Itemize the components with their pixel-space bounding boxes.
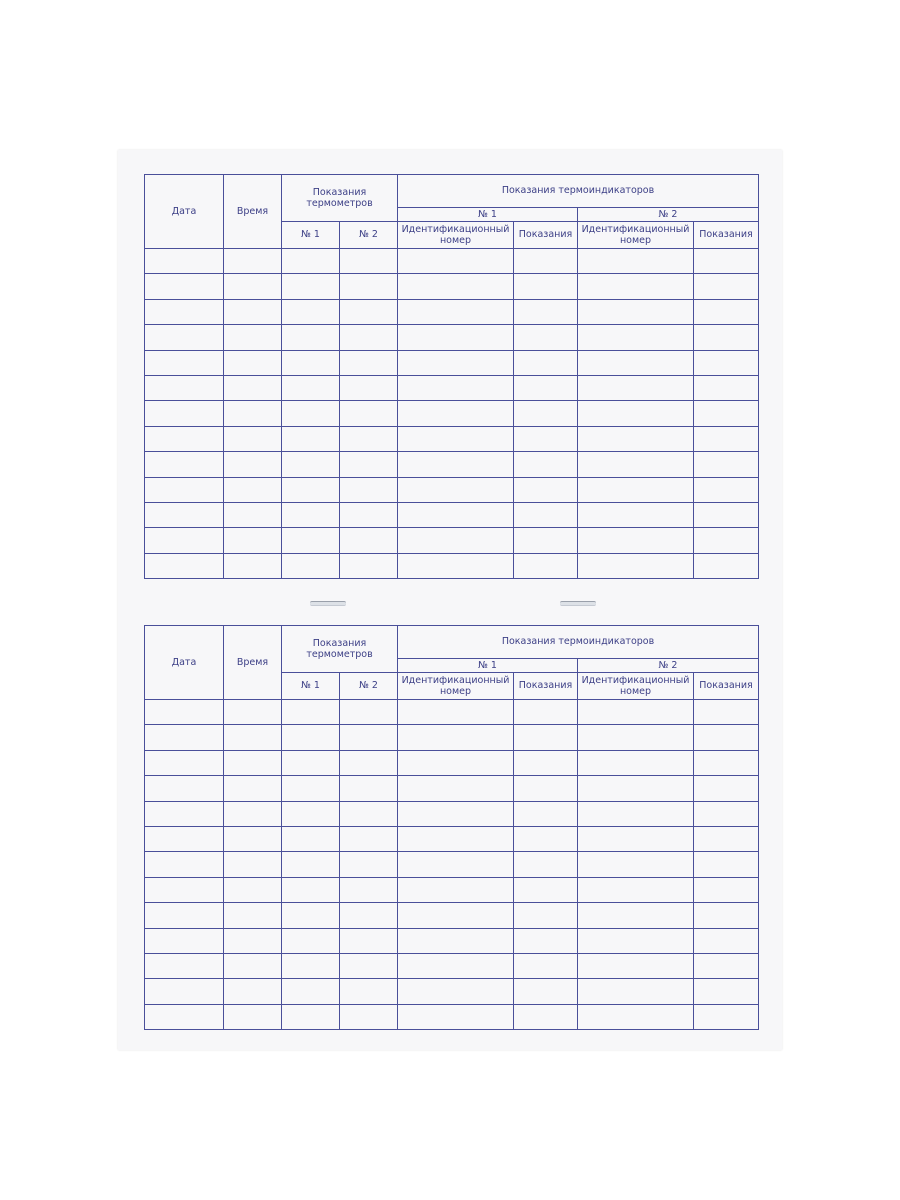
cell-thermometer-1 (282, 826, 340, 851)
cell-indicator-1-id (398, 249, 514, 274)
cell-indicator-2-id (578, 375, 694, 400)
cell-date (145, 725, 224, 750)
cell-indicator-1-id (398, 426, 514, 451)
cell-thermometer-2 (340, 953, 398, 978)
cell-indicator-2-readings (694, 426, 759, 451)
cell-indicator-1-readings (514, 325, 578, 350)
cell-thermometer-2 (340, 1004, 398, 1029)
cell-indicator-1-id (398, 401, 514, 426)
table-row (145, 750, 759, 775)
cell-thermometer-1 (282, 700, 340, 725)
cell-indicator-2-readings (694, 877, 759, 902)
header-indicator-2: № 2 (578, 208, 759, 222)
cell-indicator-2-id (578, 826, 694, 851)
header-indicator-1-readings: Показания (514, 673, 578, 700)
cell-thermometer-2 (340, 477, 398, 502)
header-thermometers: Показания термометров (282, 175, 398, 222)
cell-indicator-2-id (578, 477, 694, 502)
cell-indicator-2-id (578, 700, 694, 725)
cell-thermometer-2 (340, 452, 398, 477)
cell-time (224, 979, 282, 1004)
cell-indicator-1-id (398, 877, 514, 902)
cell-time (224, 953, 282, 978)
cell-indicator-2-id (578, 1004, 694, 1029)
header-indicator-2: № 2 (578, 659, 759, 673)
table-row (145, 700, 759, 725)
cell-indicator-2-id (578, 928, 694, 953)
cell-time (224, 325, 282, 350)
cell-indicator-1-id (398, 928, 514, 953)
cell-thermometer-1 (282, 477, 340, 502)
cell-indicator-1-id (398, 826, 514, 851)
cell-indicator-1-id (398, 750, 514, 775)
cell-thermometer-2 (340, 979, 398, 1004)
cell-thermometer-2 (340, 274, 398, 299)
table-row (145, 452, 759, 477)
header-indicator-2-id: Идентификационный номер (578, 673, 694, 700)
cell-indicator-1-readings (514, 350, 578, 375)
cell-indicator-1-id (398, 274, 514, 299)
cell-thermometer-2 (340, 375, 398, 400)
cell-indicator-1-id (398, 953, 514, 978)
cell-time (224, 502, 282, 527)
table-row (145, 274, 759, 299)
cell-indicator-1-id (398, 502, 514, 527)
cell-date (145, 750, 224, 775)
cell-date (145, 852, 224, 877)
cell-indicator-2-id (578, 274, 694, 299)
cell-thermometer-2 (340, 928, 398, 953)
cell-thermometer-2 (340, 725, 398, 750)
cell-indicator-2-readings (694, 801, 759, 826)
cell-thermometer-1 (282, 274, 340, 299)
header-thermoindicators: Показания термоиндикаторов (398, 626, 759, 659)
table-row (145, 325, 759, 350)
cell-indicator-2-readings (694, 401, 759, 426)
cell-time (224, 249, 282, 274)
cell-time (224, 877, 282, 902)
cell-date (145, 452, 224, 477)
header-date: Дата (145, 175, 224, 249)
cell-indicator-1-id (398, 776, 514, 801)
cell-indicator-2-readings (694, 502, 759, 527)
cell-date (145, 477, 224, 502)
cell-indicator-2-readings (694, 776, 759, 801)
cell-indicator-2-id (578, 249, 694, 274)
cell-thermometer-1 (282, 979, 340, 1004)
cell-indicator-2-id (578, 725, 694, 750)
cell-indicator-2-id (578, 299, 694, 324)
cell-time (224, 477, 282, 502)
cell-indicator-1-readings (514, 826, 578, 851)
cell-thermometer-2 (340, 852, 398, 877)
header-time: Время (224, 626, 282, 700)
cell-date (145, 953, 224, 978)
cell-indicator-1-readings (514, 1004, 578, 1029)
cell-indicator-1-readings (514, 249, 578, 274)
cell-thermometer-1 (282, 528, 340, 553)
cell-indicator-1-id (398, 350, 514, 375)
cell-indicator-2-readings (694, 1004, 759, 1029)
cell-time (224, 1004, 282, 1029)
cell-thermometer-1 (282, 776, 340, 801)
header-thermometers: Показания термометров (282, 626, 398, 673)
cell-indicator-1-id (398, 852, 514, 877)
cell-thermometer-1 (282, 750, 340, 775)
cell-time (224, 401, 282, 426)
cell-date (145, 826, 224, 851)
header-indicator-2-id: Идентификационный номер (578, 222, 694, 249)
cell-indicator-2-id (578, 528, 694, 553)
cell-indicator-1-readings (514, 528, 578, 553)
header-indicator-1-id: Идентификационный номер (398, 222, 514, 249)
cell-thermometer-1 (282, 350, 340, 375)
header-indicator-2-readings: Показания (694, 222, 759, 249)
cell-indicator-2-id (578, 553, 694, 578)
cell-indicator-1-id (398, 1004, 514, 1029)
header-indicator-2-readings: Показания (694, 673, 759, 700)
cell-indicator-2-readings (694, 528, 759, 553)
cell-time (224, 776, 282, 801)
cell-indicator-1-readings (514, 477, 578, 502)
cell-time (224, 700, 282, 725)
cell-thermometer-1 (282, 299, 340, 324)
cell-indicator-2-id (578, 502, 694, 527)
cell-date (145, 401, 224, 426)
cell-date (145, 801, 224, 826)
cell-indicator-1-readings (514, 852, 578, 877)
cell-thermometer-1 (282, 801, 340, 826)
cell-thermometer-2 (340, 502, 398, 527)
cell-thermometer-1 (282, 375, 340, 400)
cell-indicator-2-readings (694, 350, 759, 375)
cell-indicator-2-readings (694, 274, 759, 299)
cell-thermometer-1 (282, 325, 340, 350)
cell-thermometer-1 (282, 426, 340, 451)
cell-time (224, 528, 282, 553)
cell-indicator-2-readings (694, 852, 759, 877)
cell-indicator-1-readings (514, 801, 578, 826)
cell-indicator-2-id (578, 776, 694, 801)
cell-thermometer-2 (340, 553, 398, 578)
cell-date (145, 325, 224, 350)
header-indicator-1-id: Идентификационный номер (398, 673, 514, 700)
table-row (145, 249, 759, 274)
cell-indicator-1-readings (514, 452, 578, 477)
cell-indicator-1-readings (514, 953, 578, 978)
cell-indicator-1-id (398, 903, 514, 928)
cell-time (224, 274, 282, 299)
cell-indicator-2-id (578, 979, 694, 1004)
table-row (145, 979, 759, 1004)
cell-time (224, 852, 282, 877)
cell-indicator-1-id (398, 553, 514, 578)
staple-right (560, 601, 596, 606)
cell-time (224, 452, 282, 477)
cell-indicator-1-id (398, 801, 514, 826)
cell-thermometer-2 (340, 877, 398, 902)
cell-thermometer-2 (340, 700, 398, 725)
cell-time (224, 928, 282, 953)
cell-indicator-1-id (398, 375, 514, 400)
cell-thermometer-1 (282, 725, 340, 750)
cell-indicator-1-readings (514, 274, 578, 299)
cell-indicator-1-readings (514, 375, 578, 400)
cell-indicator-1-readings (514, 979, 578, 1004)
table-body (145, 700, 759, 1030)
cell-indicator-2-id (578, 452, 694, 477)
cell-indicator-2-readings (694, 979, 759, 1004)
cell-thermometer-1 (282, 249, 340, 274)
cell-date (145, 928, 224, 953)
header-thermometer-2: № 2 (340, 673, 398, 700)
header-thermometer-1: № 1 (282, 222, 340, 249)
cell-indicator-1-id (398, 452, 514, 477)
cell-indicator-2-readings (694, 452, 759, 477)
cell-indicator-2-readings (694, 928, 759, 953)
table-row (145, 801, 759, 826)
cell-thermometer-1 (282, 401, 340, 426)
cell-time (224, 426, 282, 451)
cell-thermometer-2 (340, 903, 398, 928)
cell-indicator-2-id (578, 426, 694, 451)
cell-indicator-2-readings (694, 953, 759, 978)
table-row (145, 1004, 759, 1029)
cell-indicator-1-readings (514, 725, 578, 750)
cell-indicator-1-readings (514, 502, 578, 527)
cell-thermometer-1 (282, 502, 340, 527)
table-row (145, 776, 759, 801)
header-indicator-1-readings: Показания (514, 222, 578, 249)
cell-date (145, 903, 224, 928)
cell-indicator-2-readings (694, 553, 759, 578)
cell-indicator-1-readings (514, 299, 578, 324)
cell-indicator-2-id (578, 852, 694, 877)
cell-indicator-2-id (578, 750, 694, 775)
cell-time (224, 801, 282, 826)
cell-thermometer-2 (340, 826, 398, 851)
cell-time (224, 725, 282, 750)
cell-indicator-2-readings (694, 826, 759, 851)
cell-date (145, 776, 224, 801)
cell-time (224, 553, 282, 578)
table-row (145, 877, 759, 902)
cell-indicator-2-readings (694, 299, 759, 324)
table-row (145, 477, 759, 502)
cell-thermometer-2 (340, 776, 398, 801)
cell-indicator-2-id (578, 903, 694, 928)
cell-indicator-2-readings (694, 325, 759, 350)
header-thermometer-1: № 1 (282, 673, 340, 700)
cell-thermometer-1 (282, 852, 340, 877)
cell-thermometer-2 (340, 528, 398, 553)
header-time: Время (224, 175, 282, 249)
cell-thermometer-2 (340, 801, 398, 826)
cell-date (145, 350, 224, 375)
cell-indicator-1-readings (514, 553, 578, 578)
header-thermoindicators: Показания термоиндикаторов (398, 175, 759, 208)
temperature-log-table-2 (144, 625, 759, 1030)
cell-date (145, 249, 224, 274)
cell-date (145, 877, 224, 902)
cell-thermometer-2 (340, 350, 398, 375)
table-row (145, 401, 759, 426)
cell-date (145, 528, 224, 553)
cell-time (224, 903, 282, 928)
cell-indicator-2-id (578, 401, 694, 426)
cell-indicator-2-readings (694, 477, 759, 502)
cell-indicator-1-readings (514, 903, 578, 928)
cell-time (224, 750, 282, 775)
cell-indicator-2-id (578, 350, 694, 375)
cell-thermometer-1 (282, 877, 340, 902)
table-row (145, 553, 759, 578)
cell-indicator-1-readings (514, 877, 578, 902)
cell-date (145, 299, 224, 324)
table-row (145, 502, 759, 527)
cell-thermometer-2 (340, 750, 398, 775)
table-row (145, 928, 759, 953)
cell-indicator-2-id (578, 877, 694, 902)
cell-thermometer-1 (282, 452, 340, 477)
cell-indicator-2-readings (694, 700, 759, 725)
cell-indicator-2-readings (694, 725, 759, 750)
cell-indicator-1-id (398, 528, 514, 553)
cell-thermometer-1 (282, 1004, 340, 1029)
cell-thermometer-2 (340, 249, 398, 274)
table-row (145, 725, 759, 750)
cell-date (145, 700, 224, 725)
table-row (145, 426, 759, 451)
cell-indicator-1-id (398, 700, 514, 725)
cell-indicator-1-id (398, 477, 514, 502)
header-date: Дата (145, 626, 224, 700)
header-indicator-1: № 1 (398, 208, 578, 222)
cell-indicator-2-id (578, 325, 694, 350)
cell-indicator-2-readings (694, 375, 759, 400)
cell-thermometer-2 (340, 401, 398, 426)
table-row (145, 953, 759, 978)
table-row (145, 826, 759, 851)
staple-left (310, 601, 346, 606)
cell-indicator-2-id (578, 953, 694, 978)
cell-thermometer-2 (340, 426, 398, 451)
cell-indicator-1-readings (514, 750, 578, 775)
cell-thermometer-2 (340, 325, 398, 350)
cell-time (224, 350, 282, 375)
cell-time (224, 299, 282, 324)
cell-indicator-2-readings (694, 249, 759, 274)
cell-indicator-1-readings (514, 401, 578, 426)
cell-date (145, 979, 224, 1004)
cell-indicator-1-readings (514, 426, 578, 451)
cell-indicator-1-readings (514, 928, 578, 953)
temperature-log-table-1 (144, 174, 759, 579)
table-row (145, 903, 759, 928)
cell-date (145, 553, 224, 578)
cell-indicator-1-readings (514, 776, 578, 801)
cell-indicator-2-id (578, 801, 694, 826)
cell-indicator-1-id (398, 325, 514, 350)
cell-thermometer-1 (282, 953, 340, 978)
cell-indicator-1-id (398, 299, 514, 324)
cell-time (224, 375, 282, 400)
header-thermometer-2: № 2 (340, 222, 398, 249)
cell-indicator-2-readings (694, 903, 759, 928)
cell-indicator-1-id (398, 979, 514, 1004)
header-indicator-1: № 1 (398, 659, 578, 673)
table-row (145, 299, 759, 324)
cell-indicator-1-readings (514, 700, 578, 725)
table-row (145, 528, 759, 553)
cell-date (145, 502, 224, 527)
cell-date (145, 426, 224, 451)
cell-date (145, 1004, 224, 1029)
cell-indicator-1-id (398, 725, 514, 750)
cell-thermometer-1 (282, 928, 340, 953)
cell-date (145, 274, 224, 299)
table-row (145, 350, 759, 375)
cell-date (145, 375, 224, 400)
table-row (145, 852, 759, 877)
table-body (145, 249, 759, 579)
cell-time (224, 826, 282, 851)
cell-indicator-2-readings (694, 750, 759, 775)
table-row (145, 375, 759, 400)
cell-thermometer-1 (282, 903, 340, 928)
cell-thermometer-2 (340, 299, 398, 324)
cell-thermometer-1 (282, 553, 340, 578)
